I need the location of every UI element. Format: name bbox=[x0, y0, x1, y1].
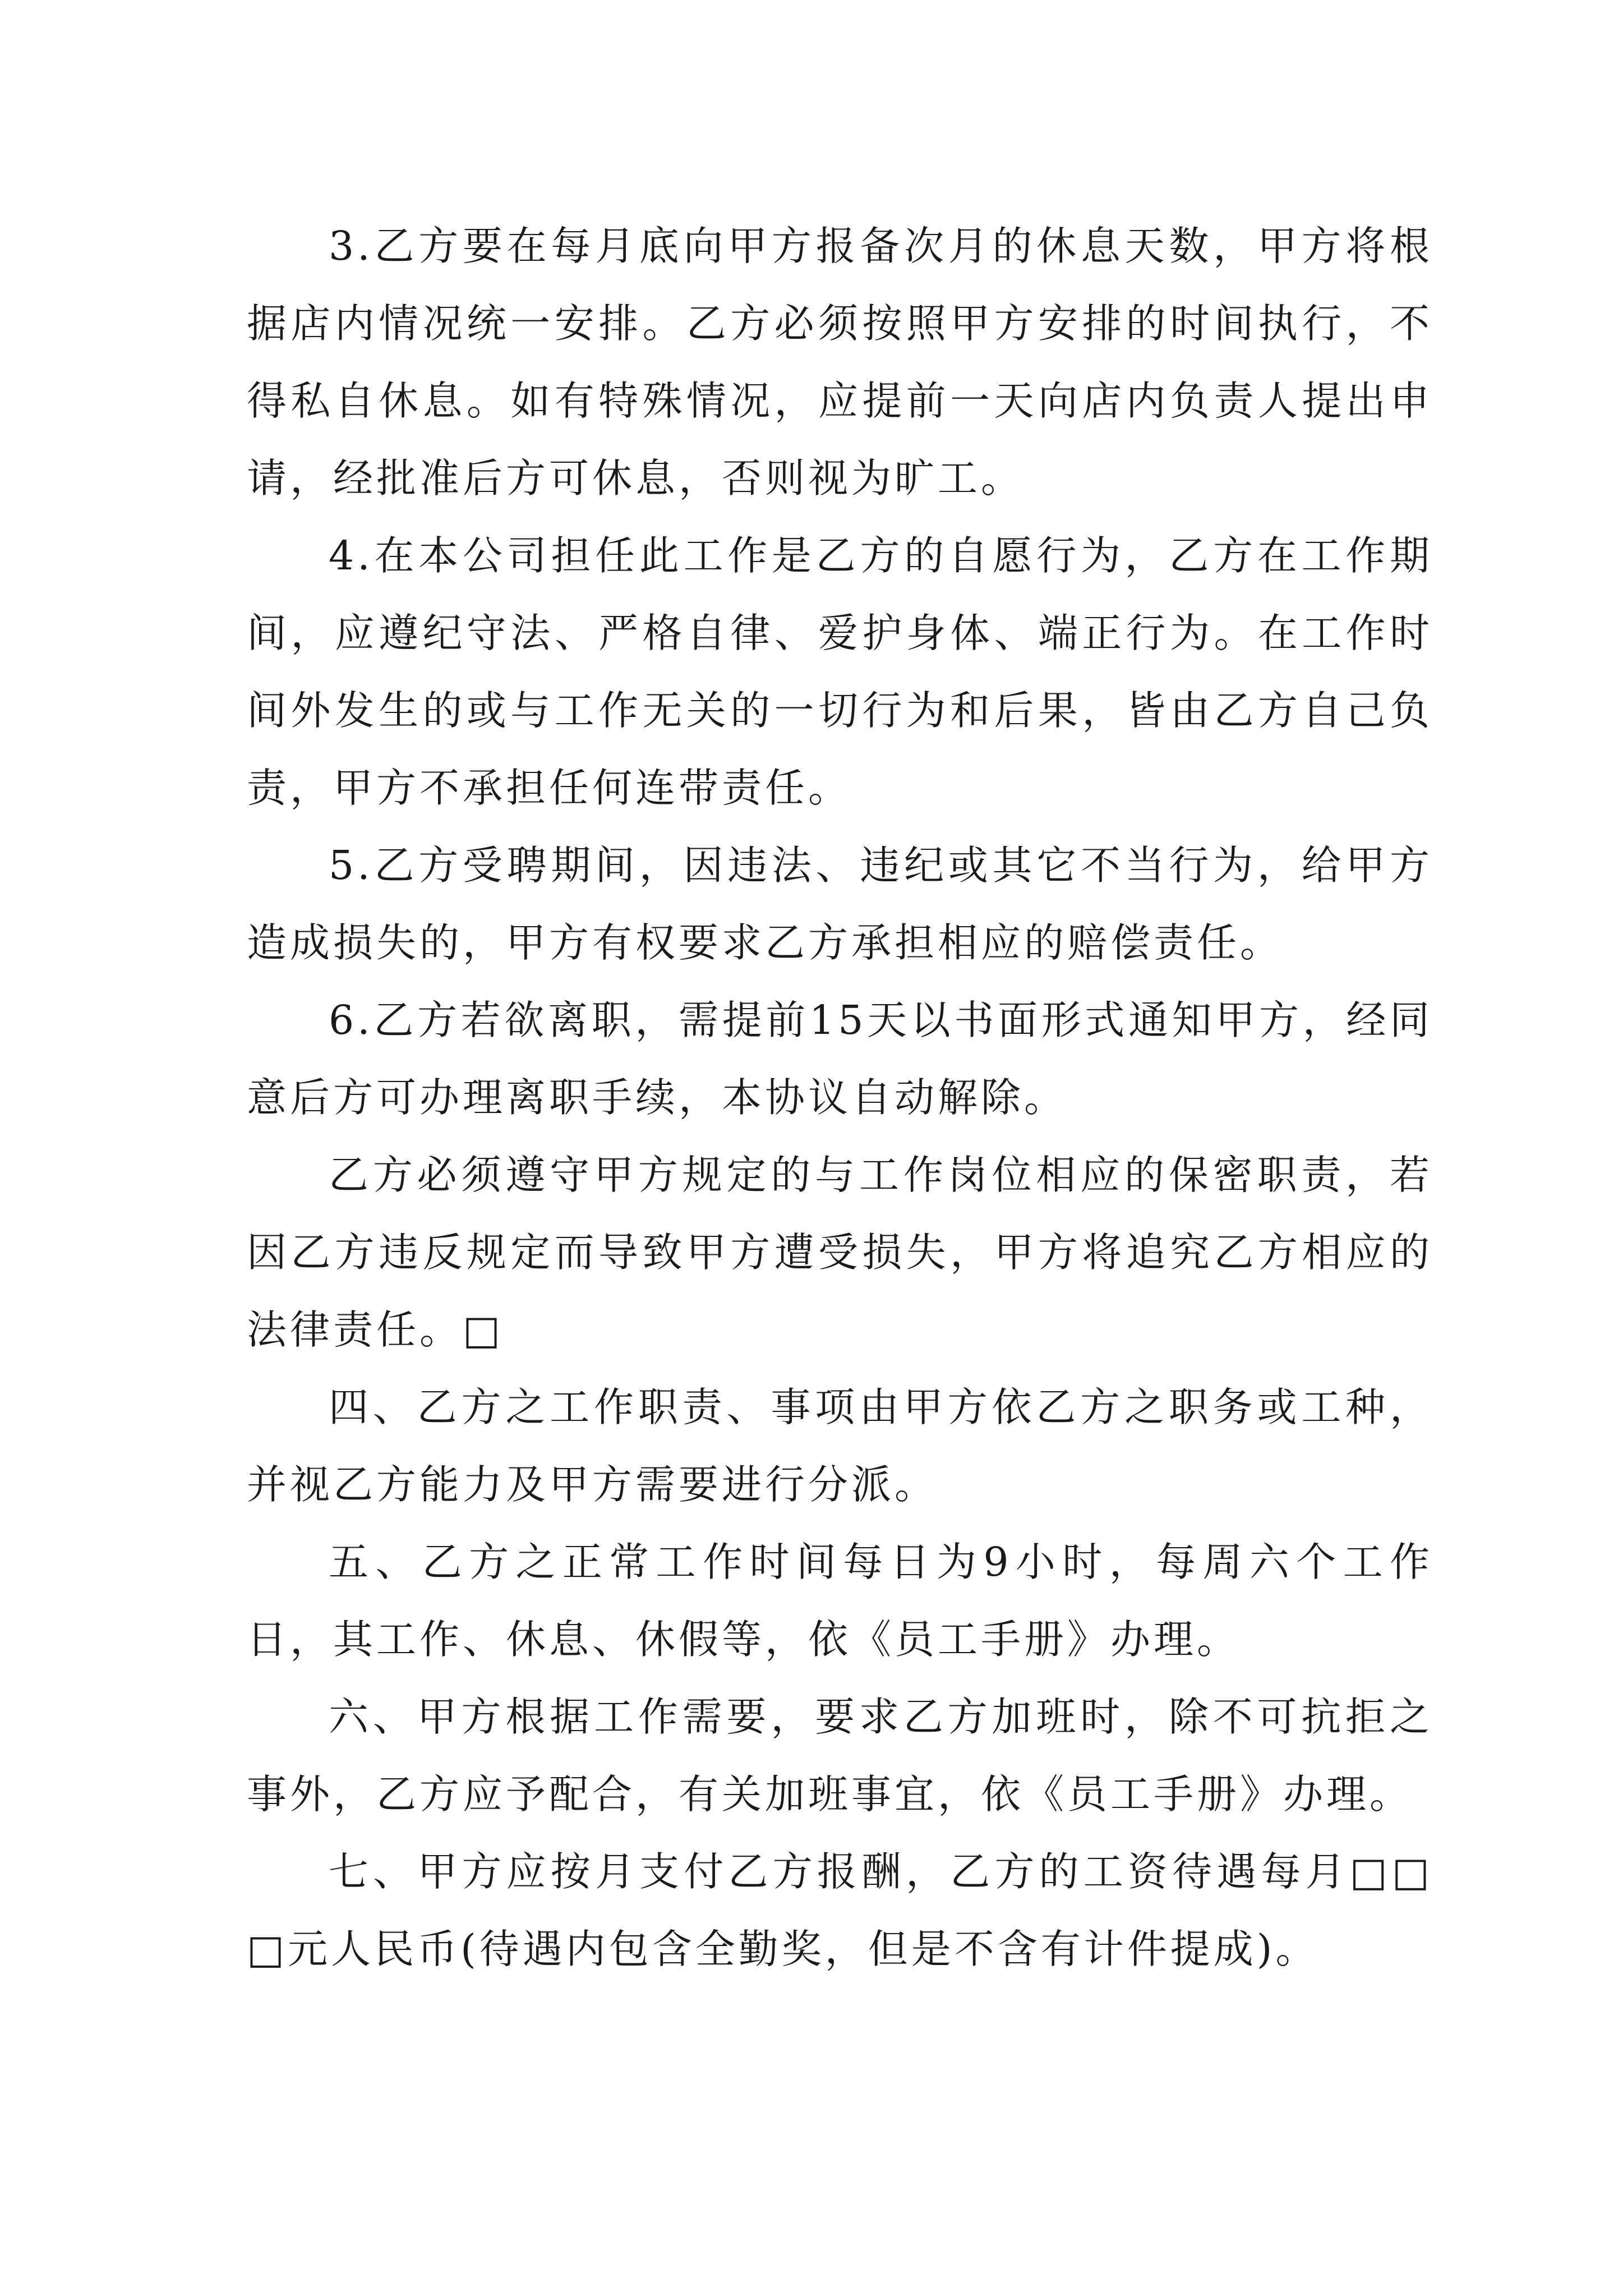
paragraph-overtime: 六、甲方根据工作需要，要求乙方加班时，除不可抗拒之事外，乙方应予配合，有关加班事宜，依《员工手册》办理。 bbox=[247, 1694, 1433, 1818]
paragraph-resignation: 6.乙方若欲离职，需提前15天以书面形式通知甲方，经同意后方可办理离职手续，本协议自动解除。 bbox=[247, 997, 1433, 1121]
paragraph-voluntary-conduct: 4.在本公司担任此工作是乙方的自愿行为，乙方在工作期间，应遵纪守法、严格自律、爱护身体、端正行为。在工作时间外发生的或与工作无关的一切行为和后果，皆由乙方自己负责，甲方不承担任何连带责任。 bbox=[247, 532, 1433, 811]
paragraph-rest-days: 3.乙方要在每月底向甲方报备次月的休息天数，甲方将根据店内情况统一安排。乙方必须按照甲方安排的时间执行，不得私自休息。如有特殊情况，应提前一天向店内负责人提出申请，经批准后方可休息，否则视为旷工。 bbox=[247, 223, 1433, 501]
document-body bbox=[247, 208, 1433, 1988]
paragraph-confidentiality: 乙方必须遵守甲方规定的与工作岗位相应的保密职责，若因乙方违反规定而导致甲方遭受损失，甲方将追究乙方相应的法律责任。□ bbox=[247, 1152, 1433, 1353]
paragraph-liability: 5.乙方受聘期间，因违法、违纪或其它不当行为，给甲方造成损失的，甲方有权要求乙方承担相应的赔偿责任。 bbox=[247, 842, 1433, 966]
paragraph-salary: 七、甲方应按月支付乙方报酬，乙方的工资待遇每月□□□元人民币(待遇内包含全勤奖，但是不含有计件提成)。 bbox=[247, 1848, 1433, 1972]
paragraph-duties: 四、乙方之工作职责、事项由甲方依乙方之职务或工种，并视乙方能力及甲方需要进行分派。 bbox=[247, 1384, 1433, 1508]
paragraph-working-hours: 五、乙方之正常工作时间每日为9小时，每周六个工作日，其工作、休息、休假等，依《员工手册》办理。 bbox=[247, 1539, 1433, 1663]
